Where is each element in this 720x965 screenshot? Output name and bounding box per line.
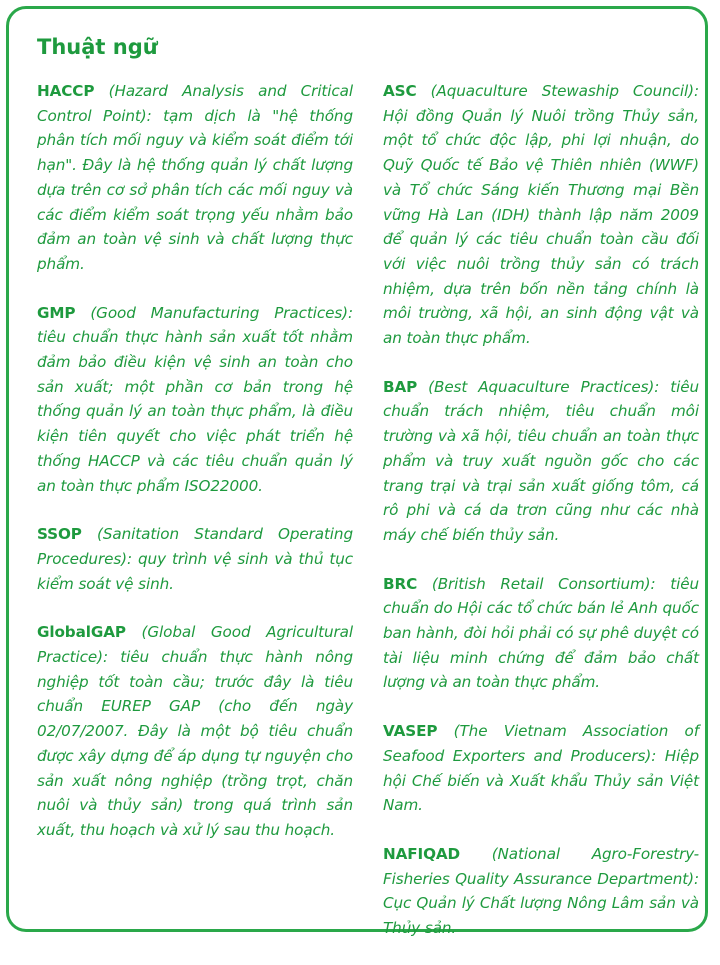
glossary-box <box>6 6 708 938</box>
term-abbr: HACCP <box>37 82 95 100</box>
term-abbr: GMP <box>37 303 76 322</box>
term-abbr: BRC <box>383 574 418 593</box>
term-nafiqad <box>383 842 699 941</box>
term-bap <box>383 375 699 548</box>
term-abbr: NAFIQAD <box>383 844 461 863</box>
term-definition: (British Retail Consortium): tiêu chuẩn do Hội các tổ chức bán lẻ Anh quốc ban hành, đòi hỏi phải có sự phê duyệt có tài liệu minh chứng để đảm bảo chất lượng và an toàn thực phẩm. <box>383 574 699 692</box>
term-abbr: SSOP <box>37 525 82 544</box>
term-ssop <box>37 522 353 596</box>
term-definition: (Global Good Agricultural Practice): tiêu chuẩn thực hành nông nghiệp tốt toàn cầu; trước đây là tiêu chuẩn EUREP GAP (cho đến ngày 02/07/2007. Đây là một bộ tiêu chuẩn được xây dựng để áp dụng tự nguyện cho sản xuất nông nghiệp (trồng trọt, chăn nuôi và thủy sản) trong quá trình sản xuất, thu hoạch và xử lý sau thu hoạch. <box>37 623 353 839</box>
term-definition: (National Agro-Forestry-Fisheries Quality Assurance Department): Cục Quản lý Chất lượng Nông Lâm sản và Thủy sản. <box>383 844 699 938</box>
term-definition: (The Vietnam Association of Seafood Exporters and Producers): Hiệp hội Chế biến và Xuất khẩu Thủy sản Việt Nam. <box>383 722 699 815</box>
term-haccp <box>37 79 353 277</box>
term-abbr: ASC <box>383 82 417 100</box>
term-globalgap <box>37 620 353 842</box>
glossary-right-column <box>383 79 699 965</box>
term-definition: (Aquaculture Stewaship Council): Hội đồng Quản lý Nuôi trồng Thủy sản, một tổ chức độc lập, phi lợi nhuận, do Quỹ Quốc tế Bảo vệ Thiên nhiên (WWF) và Tổ chức Sáng kiến Thương mại Bền vững Hà Lan (IDH) thành lập năm 2009 để quản lý các tiêu chuẩn toàn cầu đối với việc nuôi trồng thủy sản có trách nhiệm, dựa trên bốn nền tảng chính là môi trường, xã hội, an sinh động vật và an toàn thực phẩm. <box>383 82 699 348</box>
glossary-left-column <box>37 79 353 867</box>
term-abbr: BAP <box>383 377 418 396</box>
glossary-title: Thuật ngữ <box>37 35 158 59</box>
term-definition: (Good Manufacturing Practices): tiêu chuẩn thực hành sản xuất tốt nhằm đảm bảo điều kiện vệ sinh an toàn cho sản xuất; một phần cơ bản trong hệ thống quản lý an toàn thực phẩm, là điều kiện tiên quyết cho việc phát triển hệ thống HACCP và các tiêu chuẩn quản lý an toàn thực phẩm ISO22000. <box>37 303 353 495</box>
term-abbr: VASEP <box>383 722 438 741</box>
term-brc <box>383 572 699 696</box>
term-asc <box>383 79 699 351</box>
term-gmp <box>37 301 353 499</box>
term-vasep <box>383 719 699 818</box>
term-definition: (Hazard Analysis and Critical Control Point): tạm dịch là "hệ thống phân tích mối nguy và kiểm soát điểm tới hạn". Đây là hệ thống quản lý chất lượng dựa trên cơ sở phân tích các mối nguy và các điểm kiểm soát trọng yếu nhằm bảo đảm an toàn vệ sinh và chất lượng thực phẩm. <box>37 82 353 273</box>
term-definition: (Best Aquaculture Practices): tiêu chuẩn trách nhiệm, tiêu chuẩn môi trường và xã hội, tiêu chuẩn an toàn thực phẩm và truy xuất nguồn gốc cho các trang trại và trại sản xuất giống tôm, cá rô phi và cá da trơn cũng như các nhà máy chế biến thủy sản. <box>383 377 699 544</box>
term-definition: (Sanitation Standard Operating Procedures): quy trình vệ sinh và thủ tục kiểm soát vệ sinh. <box>37 525 353 593</box>
term-abbr: GlobalGAP <box>37 623 126 642</box>
